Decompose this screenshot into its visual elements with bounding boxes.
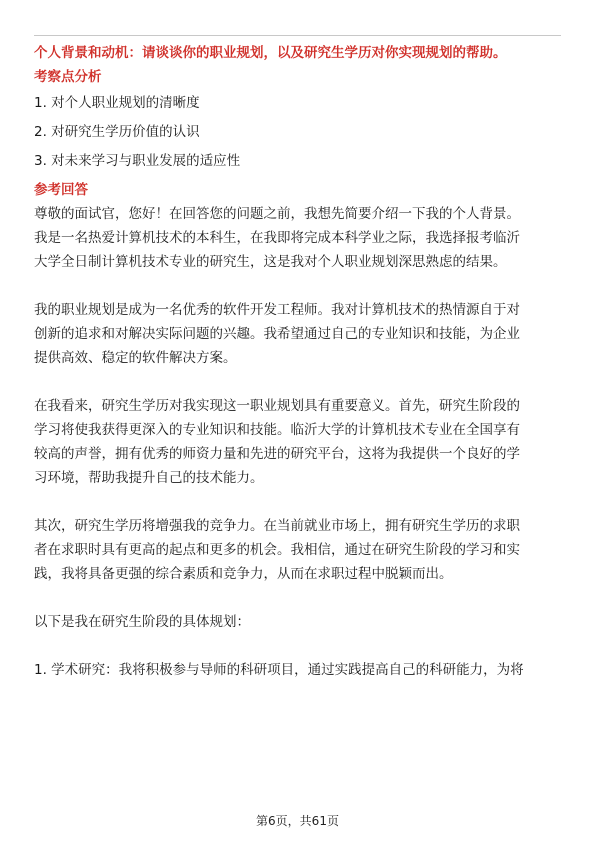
question-title: 个人背景和动机：请谈谈你的职业规划，以及研究生学历对你实现规划的帮助。 (34, 45, 507, 61)
answer-paragraph: 在我看来，研究生学历对我实现这一职业规划具有重要意义。首先，研究生阶段的 学习将使我获得更深入的专业知识和技能。临沂大学的计算机技术专业在全国享有 较高的声誉，拥有优秀的师资力量和先进的研究平台，这将为我提供一个良好的学 习环境，帮助我提升自己的技术能力。 (34, 398, 520, 486)
answer-paragraph: 其次，研究生学历将增强我的竞争力。在当前就业市场上，拥有研究生学历的求职 者在求职时具有更高的起点和更多的机会。我相信，通过在研究生阶段的学习和实 践，我将具备更强的综合素质和竞争力，从而在求职过程中脱颖而出。 (34, 518, 520, 582)
analysis-item: 1. 对个人职业规划的清晰度 (34, 95, 200, 111)
analysis-item: 2. 对研究生学历价值的认识 (34, 124, 200, 140)
header-rule (34, 35, 561, 36)
answer-paragraph: 以下是我在研究生阶段的具体规划： (34, 614, 250, 630)
answer-paragraph: 我的职业规划是成为一名优秀的软件开发工程师。我对计算机技术的热情源自于对 创新的追求和对解决实际问题的兴趣。我希望通过自己的专业知识和技能，为企业 提供高效、稳定的软件解决方案。 (34, 302, 520, 366)
answer-heading: 参考回答 (34, 182, 88, 198)
page-number: 第6页，共61页 (256, 814, 339, 828)
analysis-list (34, 89, 562, 176)
analysis-heading: 考察点分析 (34, 69, 102, 85)
answer-paragraph: 1. 学术研究：我将积极参与导师的科研项目，通过实践提高自己的科研能力，为将 (34, 662, 524, 678)
analysis-item: 3. 对未来学习与职业发展的适应性 (34, 153, 241, 169)
answer-paragraph: 尊敬的面试官，您好！在回答您的问题之前，我想先简要介绍一下我的个人背景。 我是一名热爱计算机技术的本科生，在我即将完成本科学业之际，我选择报考临沂 大学全日制计算机技术专业的研究生，这是我对个人职业规划深思熟虑的结果。 (34, 206, 520, 270)
document-body (34, 41, 562, 682)
